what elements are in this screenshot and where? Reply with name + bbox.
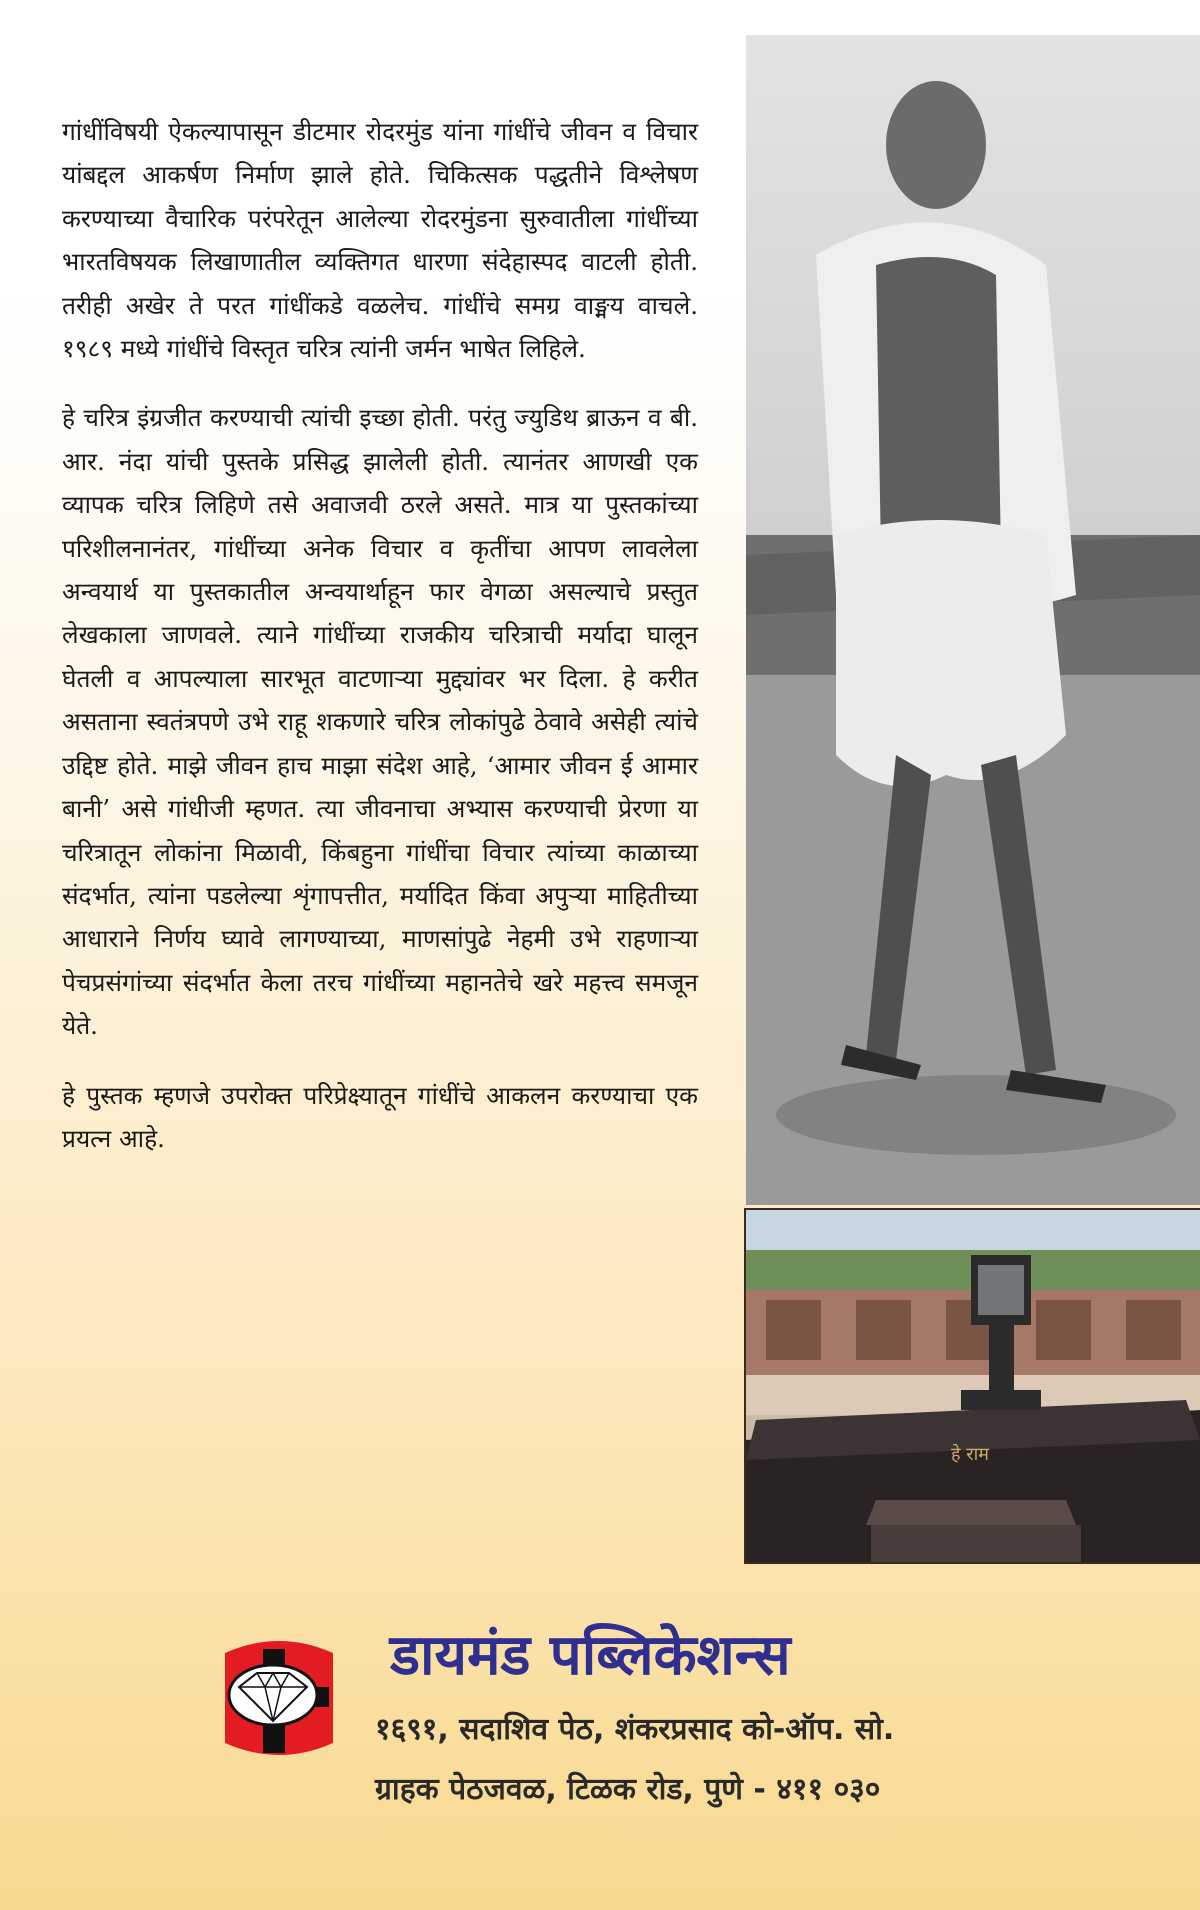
publisher-address-line-2: ग्राहक पेठजवळ, टिळक रोड, पुणे - ४११ ०३० xyxy=(375,1772,881,1807)
gandhi-photo xyxy=(746,35,1200,1205)
paragraph-3: हे पुस्तक म्हणजे उपरोक्त परिप्रेक्ष्यातून गांधींचे आकलन करण्याचा एक प्रयत्न आहे. xyxy=(62,1080,698,1153)
diamond-logo-icon xyxy=(215,1631,343,1765)
memorial-inscription: हे राम xyxy=(951,1444,990,1465)
memorial-illustration xyxy=(746,1210,1200,1562)
memorial-photo xyxy=(746,1210,1200,1562)
gandhi-walking-illustration xyxy=(746,35,1200,1205)
paragraph-1: गांधींविषयी ऐकल्यापासून डीटमार रोदरमुंड यांना गांधींचे जीवन व विचार यांबद्दल आकर्षण निर्माण झाले होते. चिकित्सक पद्धतीने विश्लेषण करण्याच्या वैचारिक परंपरेतून आलेल्या रोदरमुंडना सुरुवातीला गांधींच्या भारतविषयक लिखाणातील व्यक्तिगत धारणा संदेहास्पद वाटली होती. तरीही अखेर ते परत गांधींकडे वळलेच. गांधींचे समग्र वाङ्मय वाचले. १९८९ मध्ये गांधींचे विस्तृत चरित्र त्यांनी जर्मन भाषेत लिहिले. xyxy=(62,117,698,364)
description-text xyxy=(62,110,698,1186)
publisher-block xyxy=(215,1615,1155,1835)
publisher-name: डायमंड पब्लिकेशन्स xyxy=(390,1623,791,1688)
paragraph-2: हे चरित्र इंग्रजीत करण्याची त्यांची इच्छा होती. परंतु ज्युडिथ ब्राऊन व बी. आर. नंदा यांची पुस्तके प्रसिद्ध झालेली होती. त्यानंतर आणखी एक व्यापक चरित्र लिहिणे तसे अवाजवी ठरले असते. मात्र या पुस्तकांच्या परिशीलनानंतर, गांधींच्या अनेक विचार व कृतींचा आपण लावलेला अन्वयार्थ या पुस्तकातील अन्वयार्थाहून फार वेगळा असल्याचे प्रस्तुत लेखकाला जाणवले. त्याने गांधींच्या राजकीय चरित्राची मर्यादा घालून घेतली व आपल्याला सारभूत वाटणाऱ्या मुद्द्यांवर भर दिला. हे करीत असताना स्वतंत्रपणे उभे राहू शकणारे चरित्र लोकांपुढे ठेवावे असेही त्यांचे उद्दिष्ट होते. माझे जीवन हाच माझा संदेश आहे, ‘आमार जीवन ई आमार बानी’ असे गांधीजी म्हणत. त्या जीवनाचा अभ्यास करण्याची प्रेरणा या चरित्रातून लोकांना मिळावी, किंबहुना गांधींचा विचार त्यांच्या काळाच्या संदर्भात, त्यांना पडलेल्या शृंगापत्तीत, मर्यादित किंवा अपुऱ्या माहितीच्या आधाराने निर्णय घ्यावे लागण्याच्या, माणसांपुढे नेहमी उभे राहणाऱ्या पेचप्रसंगांच्या संदर्भात केला तरच गांधींच्या महानतेचे खरे महत्त्व समजून येते. xyxy=(62,403,698,1041)
publisher-address-line-1: १६९१, सदाशिव पेठ, शंकरप्रसाद को-ऑप. सो. xyxy=(375,1712,895,1747)
